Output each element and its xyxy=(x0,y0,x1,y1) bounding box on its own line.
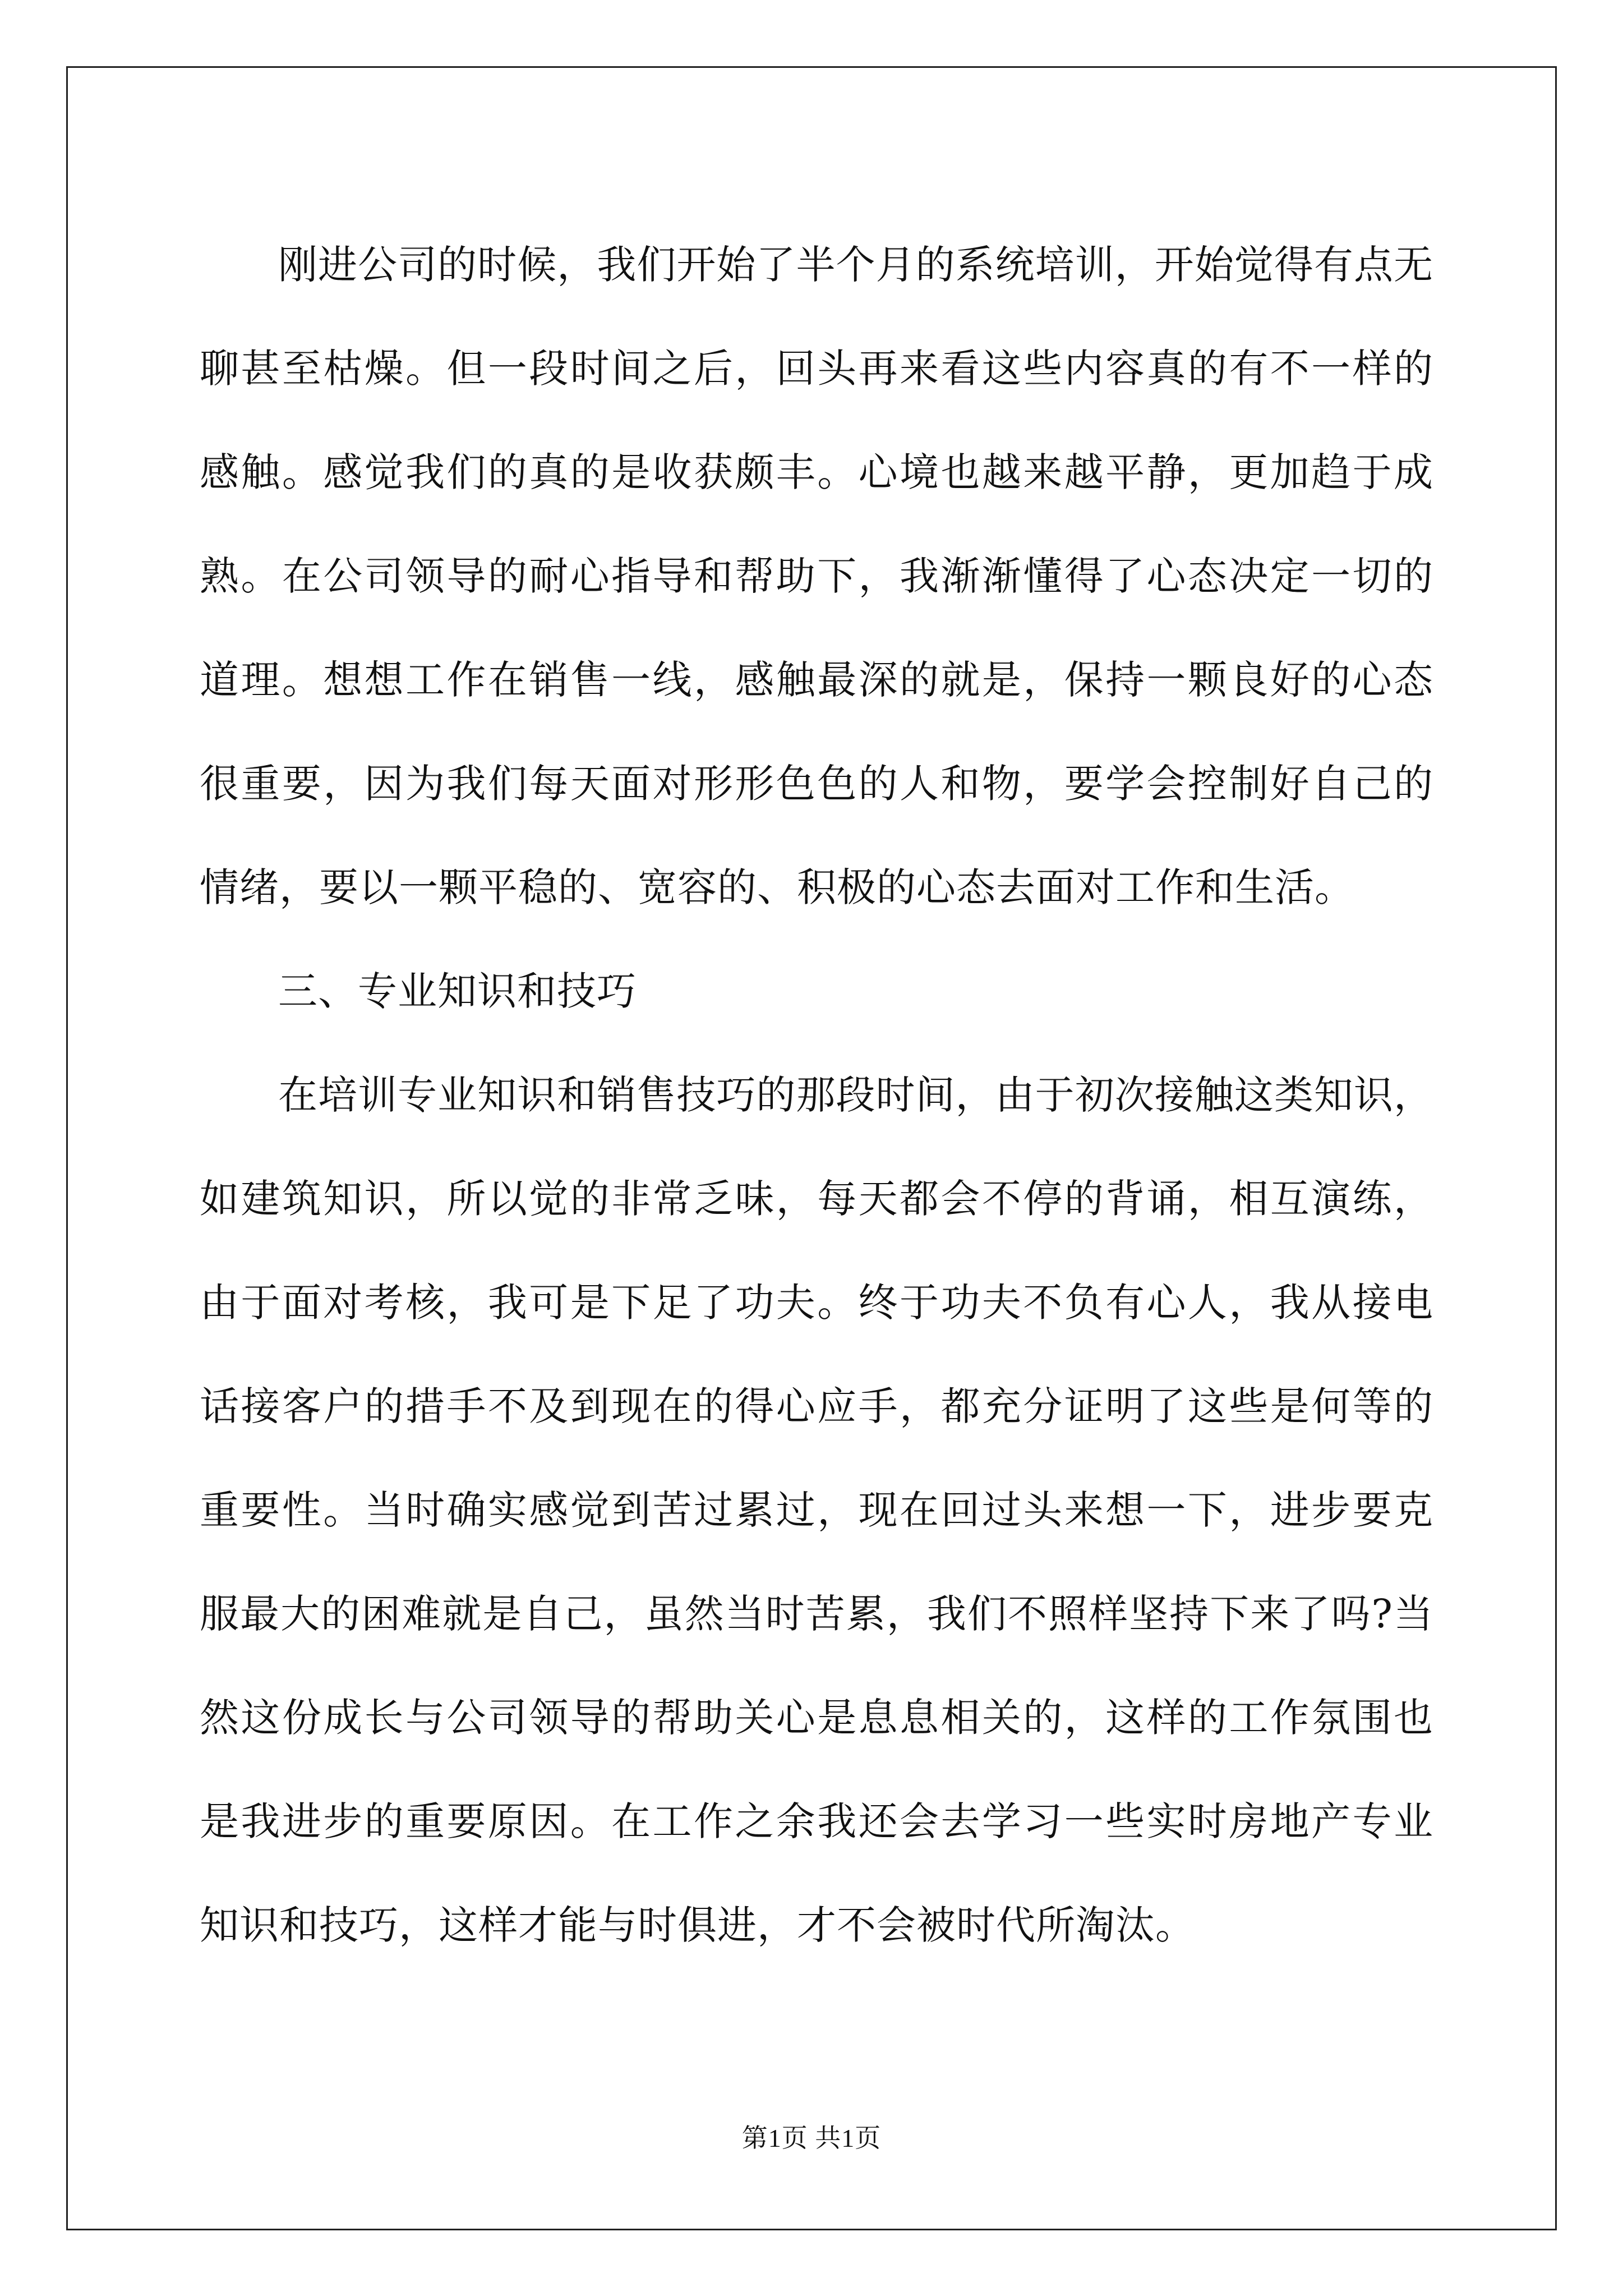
paragraph-mindset: 刚进公司的时候，我们开始了半个月的系统培训，开始觉得有点无聊甚至枯燥。但一段时间之后，回头再来看这些内容真的有不一样的感触。感觉我们的真的是收获颇丰。心境也越来越平静，更加趋于成熟。在公司领导的耐心指导和帮助下，我渐渐懂得了心态决定一切的道理。想想工作在销售一线，感触最深的就是，保持一颗良好的心态很重要，因为我们每天面对形形色色的人和物，要学会控制好自己的情绪，要以一颗平稳的、宽容的、积极的心态去面对工作和生活。 xyxy=(200,242,1433,910)
paragraph-professional-skills: 在培训专业知识和销售技巧的那段时间，由于初次接触这类知识，如建筑知识，所以觉的非常乏味，每天都会不停的背诵，相互演练，由于面对考核，我可是下足了功夫。终于功夫不负有心人，我从接电话接客户的措手不及到现在的得心应手，都充分证明了这些是何等的重要性。当时确实感觉到苦过累过，现在回过头来想一下，进步要克服最大的困难就是自己，虽然当时苦累，我们不照样坚持下来了吗?当然这份成长与公司领导的帮助关心是息息相关的，这样的工作氛围也是我进步的重要原因。在工作之余我还会去学习一些实时房地产专业知识和技巧，这样才能与时俱进，才不会被时代所淘汰。 xyxy=(200,1072,1433,1948)
section-heading: 三、专业知识和技巧 xyxy=(278,968,637,1014)
page-footer: 第1页 共1页 xyxy=(741,2124,882,2152)
document-body xyxy=(200,213,1433,1977)
